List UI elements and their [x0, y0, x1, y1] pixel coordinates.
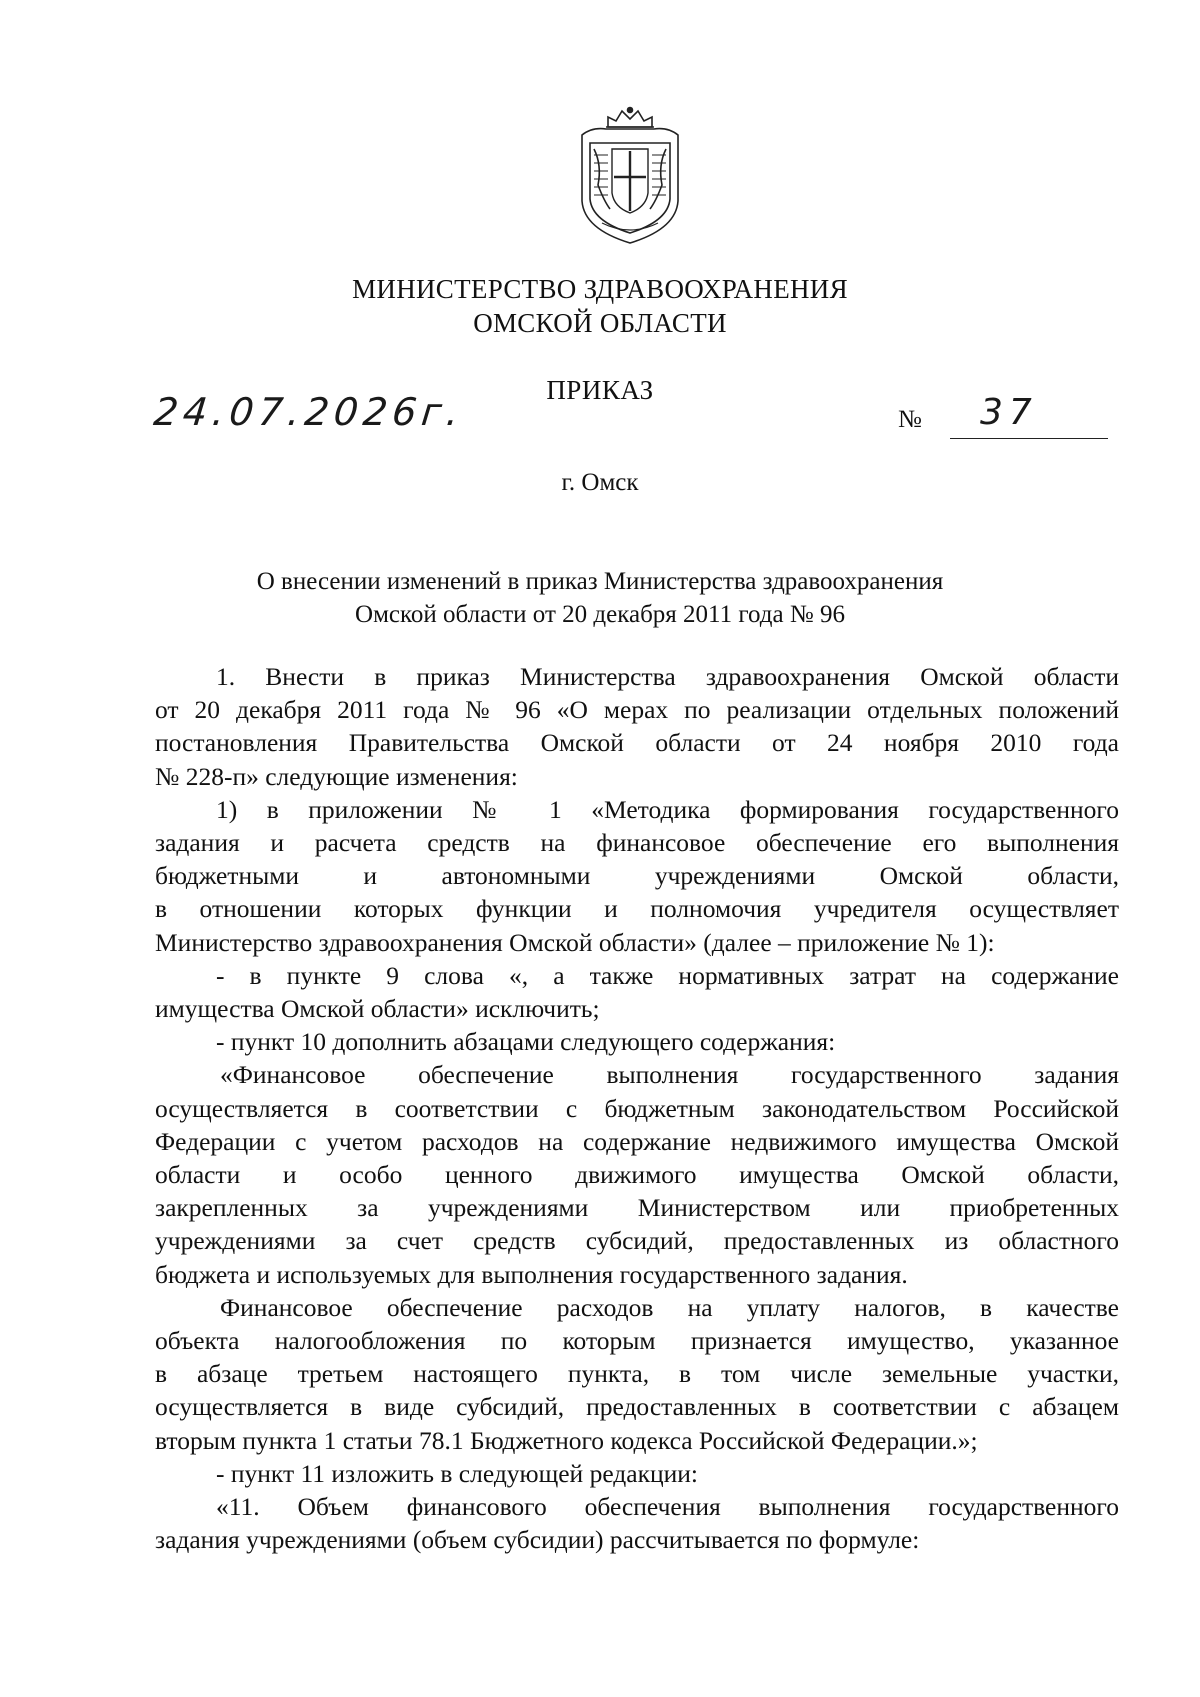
- body-line: имущества Омской области» исключить;: [155, 994, 600, 1024]
- body-line: - пункт 11 изложить в следующей редакции:: [216, 1458, 699, 1488]
- body-line: в абзаце третьем настоящего пункта, в том числе земельные участки,: [155, 1359, 1119, 1389]
- body-line: бюджета и используемых для выполнения государственного задания.: [155, 1259, 908, 1289]
- body-line: от 20 декабря 2011 года № 96 «О мерах по реализации отдельных положений: [155, 695, 1119, 725]
- city: г. Омск: [561, 469, 639, 496]
- body-line: вторым пункта 1 статьи 78.1 Бюджетного кодекса Российской Федерации.»;: [155, 1425, 978, 1455]
- document-number: [898, 392, 1108, 442]
- body-line: № 228-п» следующие изменения:: [155, 761, 518, 791]
- handwritten-date: 24.07.2026г.: [151, 390, 466, 434]
- body-line: Министерство здравоохранения Омской области» (далее – приложение № 1):: [155, 927, 995, 957]
- body-line: объекта налогообложения по которым признается имущество, указанное: [155, 1326, 1119, 1356]
- body-line: в отношении которых функции и полномочия учредителя осуществляет: [155, 894, 1119, 924]
- number-sign: №: [898, 406, 922, 433]
- body-line: 1. Внести в приказ Министерства здравоохранения Омской области: [216, 662, 1119, 691]
- coat-of-arms-icon: [572, 105, 688, 247]
- body-line: 1) в приложении № 1 «Методика формирования государственного: [216, 794, 1119, 824]
- body-line: области и особо ценного движимого имущества Омской области,: [155, 1160, 1119, 1190]
- document-title-line2: Омской области от 20 декабря 2011 года № 96: [355, 601, 845, 628]
- body-line: закрепленных за учреждениями Министерством или приобретенных: [155, 1193, 1119, 1223]
- document-title: [0, 565, 1200, 631]
- body-line: Финансовое обеспечение расходов на уплату налогов, в качестве: [220, 1292, 1119, 1322]
- body-line: постановления Правительства Омской области от 24 ноября 2010 года: [155, 728, 1119, 758]
- body-line: осуществляется в виде субсидий, предоставленных в соответствии с абзацем: [155, 1392, 1119, 1422]
- body-line: учреждениями за счет средств субсидий, предоставленных из областного: [155, 1226, 1119, 1256]
- document-body: [155, 660, 1119, 1556]
- body-line: - пункт 10 дополнить абзацами следующего содержания:: [216, 1027, 836, 1057]
- ministry-name-line2: ОМСКОЙ ОБЛАСТИ: [473, 308, 727, 338]
- body-line: «11. Объем финансового обеспечения выполнения государственного: [216, 1492, 1119, 1522]
- number-underline: [950, 438, 1108, 439]
- body-line: Федерации с учетом расходов на содержание недвижимого имущества Омской: [155, 1126, 1119, 1156]
- handwritten-number: 37: [980, 392, 1038, 433]
- ministry-name: [0, 272, 1200, 340]
- body-line: «Финансовое обеспечение выполнения государственного задания: [220, 1060, 1119, 1090]
- body-line: бюджетными и автономными учреждениями Омской области,: [155, 861, 1119, 891]
- document-title-line1: О внесении изменений в приказ Министерства здравоохранения: [256, 568, 944, 595]
- document-type: ПРИКАЗ: [546, 375, 654, 405]
- body-line: задания и расчета средств на финансовое обеспечение его выполнения: [155, 828, 1119, 858]
- body-line: осуществляется в соответствии с бюджетным законодательством Российской: [155, 1093, 1119, 1123]
- body-line: - в пункте 9 слова «, а также нормативных затрат на содержание: [216, 960, 1119, 990]
- ministry-name-line1: МИНИСТЕРСТВО ЗДРАВООХРАНЕНИЯ: [352, 274, 848, 304]
- body-line: задания учреждениями (объем субсидии) рассчитывается по формуле:: [155, 1525, 920, 1555]
